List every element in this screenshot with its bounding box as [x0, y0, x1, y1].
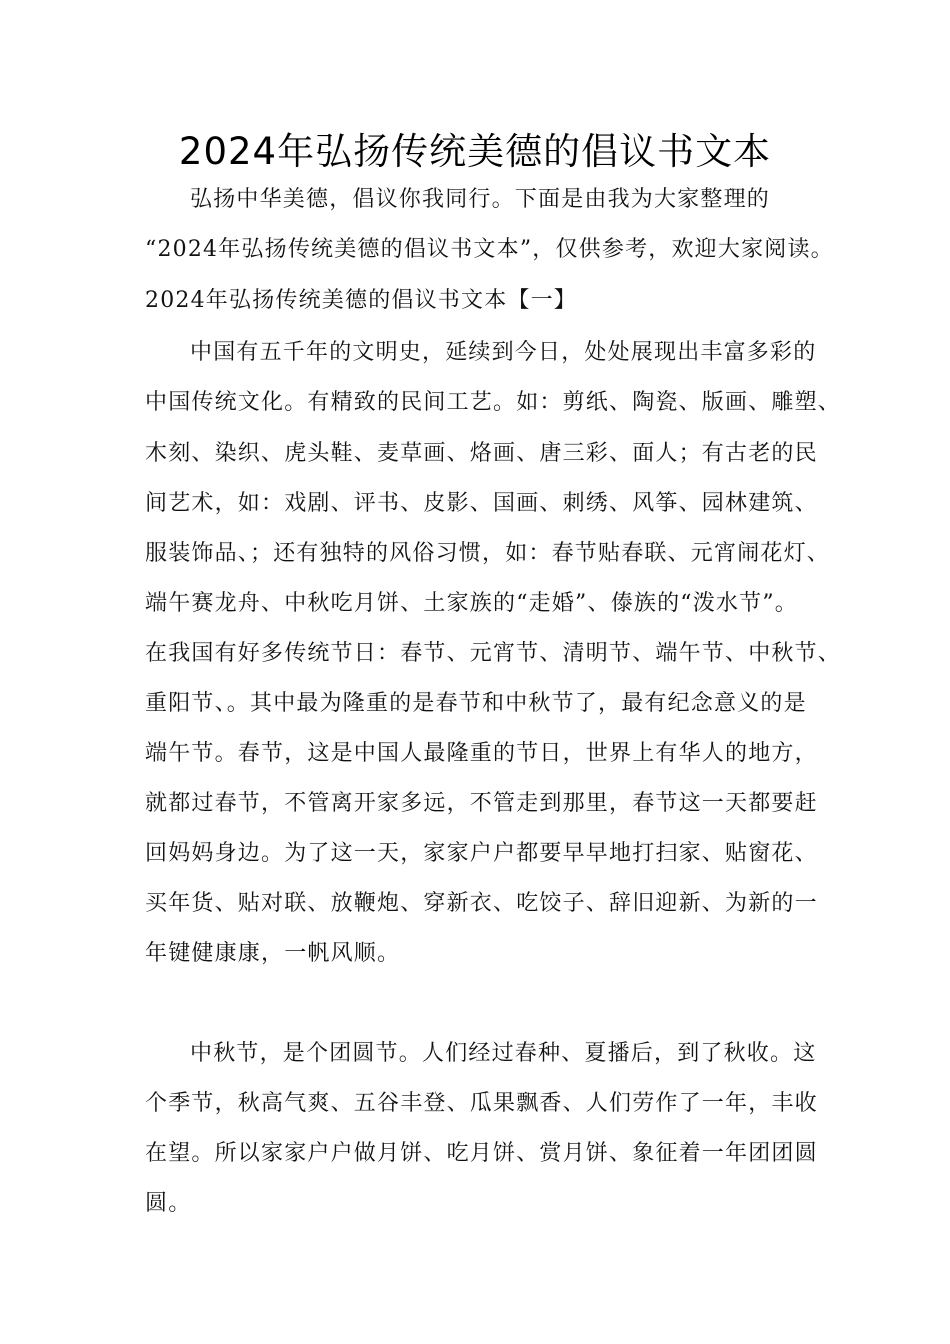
- paragraph-line: 年键健康康，一帆风顺。: [145, 941, 401, 966]
- paragraph-line: 间艺术，如：戏剧、评书、皮影、国画、刺绣、风筝、园林建筑、: [145, 491, 818, 516]
- paragraph-line: 木刻、染织、虎头鞋、麦草画、烙画、唐三彩、面人；有古老的民: [145, 441, 818, 466]
- paragraph-line: 服装饰品、；还有独特的风俗习惯，如：春节贴春联、元宵闹花灯、: [145, 541, 831, 566]
- paragraph-line: 在我国有好多传统节日：春节、元宵节、清明节、端午节、中秋节、: [145, 641, 842, 666]
- paragraph-line: 中秋节，是个团圆节。人们经过春种、夏播后，到了秋收。这: [190, 1041, 817, 1066]
- intro-line: “2024年弘扬传统美德的倡议书文本”，仅供参考，欢迎大家阅读。: [145, 237, 834, 262]
- paragraph-line: 端午节。春节，这是中国人最隆重的节日，世界上有华人的地方，: [145, 741, 818, 766]
- paragraph-line: 端午赛龙舟、中秋吃月饼、土家族的“走婚”、傣族的“泼水节”。: [145, 591, 798, 616]
- paragraph-line: 个季节，秋高气爽、五谷丰登、瓜果飘香、人们劳作了一年，丰收: [145, 1091, 818, 1116]
- paragraph-line: 中国有五千年的文明史，延续到今日，处处展现出丰富多彩的: [190, 340, 817, 365]
- paragraph-line: 回妈妈身边。为了这一天，家家户户都要早早地打扫家、贴窗花、: [145, 841, 818, 866]
- paragraph-line: 重阳节、。其中最为隆重的是春节和中秋节了，最有纪念意义的是: [145, 691, 807, 716]
- document-title: 2024年弘扬传统美德的倡议书文本: [178, 130, 772, 173]
- paragraph-line: 买年货、贴对联、放鞭炮、穿新衣、吃饺子、辞旧迎新、为新的一: [145, 891, 818, 916]
- paragraph-line: 在望。所以家家户户做月饼、吃月饼、赏月饼、象征着一年团团圆: [145, 1141, 818, 1166]
- paragraph-line: 就都过春节，不管离开家多远，不管走到那里，春节这一天都要赶: [145, 791, 818, 816]
- paragraph-line: 中国传统文化。有精致的民间工艺。如：剪纸、陶瓷、版画、雕塑、: [145, 390, 842, 415]
- section-heading: 2024年弘扬传统美德的倡议书文本【一】: [145, 288, 577, 313]
- intro-line: 弘扬中华美德，倡议你我同行。下面是由我为大家整理的: [190, 187, 771, 212]
- paragraph-line: 圆。: [145, 1191, 192, 1216]
